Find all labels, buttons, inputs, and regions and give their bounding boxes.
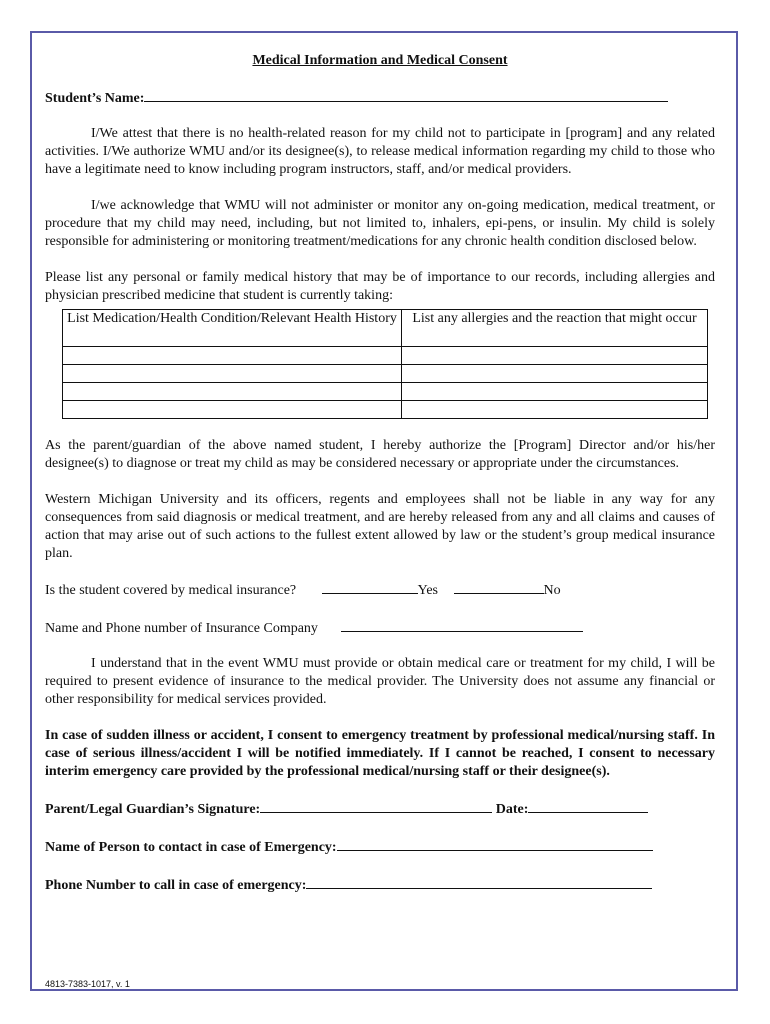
insurance-question: Is the student covered by medical insurance? xyxy=(45,583,297,598)
insurance-company-field[interactable] xyxy=(341,618,583,632)
paragraph-attest: I/We attest that there is no health-related reason for my child not to participate in [program] and any related activities. I/We authorize WMU and/or its designee(s), to release medical information regarding my child to those who have a legitimate need to know including program instructors, staff, and/or medical providers. xyxy=(45,126,715,177)
table-cell[interactable] xyxy=(402,365,708,383)
insurance-yes-label: Yes xyxy=(417,583,438,598)
emergency-phone-field[interactable] xyxy=(306,875,652,889)
table-cell[interactable] xyxy=(63,383,402,401)
document-id-footer: 4813-7383-1017, v. 1 xyxy=(45,979,130,989)
insurance-no-label: No xyxy=(543,583,561,598)
table-cell[interactable] xyxy=(402,383,708,401)
student-name-field[interactable] xyxy=(144,88,668,102)
paragraph-emergency-consent: In case of sudden illness or accident, I consent to emergency treatment by professional medical/nursing staff. In case of serious illness/accident I will be notified immediately. If I cannot be reached, I consent to necessary interim emergency care provided by the professional medical/nursing staff or their designee(s). xyxy=(45,728,715,779)
signature-label: Parent/Legal Guardian’s Signature: xyxy=(45,802,261,817)
table-header-row xyxy=(63,310,708,347)
signature-row xyxy=(45,799,715,819)
table-cell[interactable] xyxy=(402,347,708,365)
table-cell[interactable] xyxy=(63,401,402,419)
emergency-phone-row xyxy=(45,875,715,895)
insurance-no-field[interactable] xyxy=(454,580,544,594)
emergency-phone-label: Phone Number to call in case of emergency: xyxy=(45,878,307,893)
date-field[interactable] xyxy=(528,799,648,813)
table-row xyxy=(63,401,708,419)
table-cell[interactable] xyxy=(63,347,402,365)
page-title: Medical Information and Medical Consent xyxy=(252,53,508,68)
paragraph-authorize: As the parent/guardian of the above named student, I hereby authorize the [Program] Director and/or his/her designee(s) to diagnose or treat my child as may be considered necessary or appropriate under the circumstances. xyxy=(45,438,715,471)
table-row xyxy=(63,365,708,383)
emergency-contact-label: Name of Person to contact in case of Emergency: xyxy=(45,840,337,855)
paragraph-acknowledge: I/we acknowledge that WMU will not administer or monitor any on-going medication, medical treatment, or procedure that my child may need, including, but not limited to, inhalers, epi-pens, or insulin. My child is solely responsible for administering or monitoring treatment/medications for any chronic health condition disclosed below. xyxy=(45,198,715,249)
table-row xyxy=(63,347,708,365)
paragraph-insurance-evidence: I understand that in the event WMU must provide or obtain medical care or treatment for my child, I will be required to present evidence of insurance to the medical provider. The University does not assume any financial or other responsibility for medical services provided. xyxy=(45,656,715,707)
insurance-company-row xyxy=(45,618,715,638)
insurance-question-row xyxy=(45,580,715,600)
insurance-yes-field[interactable] xyxy=(322,580,418,594)
table-header-medication: List Medication/Health Condition/Relevant Health History xyxy=(63,310,402,347)
table-row xyxy=(63,383,708,401)
table-header-allergies: List any allergies and the reaction that might occur xyxy=(402,310,708,347)
signature-field[interactable] xyxy=(260,799,492,813)
student-name-label: Student’s Name: xyxy=(45,91,145,106)
student-name-row xyxy=(45,88,715,108)
paragraph-medical-history: Please list any personal or family medical history that may be of importance to our records, including allergies and physician prescribed medicine that student is currently taking: xyxy=(45,270,715,303)
emergency-contact-field[interactable] xyxy=(337,837,653,851)
date-label: Date: xyxy=(495,802,529,817)
medical-history-table xyxy=(62,309,708,419)
paragraph-liability: Western Michigan University and its officers, regents and employees shall not be liable in any way for any consequences from said diagnosis or medical treatment, and are hereby released from any and all claims and causes of action that may arise out of such actions to the fullest extent allowed by law or the student’s group medical insurance plan. xyxy=(45,492,715,561)
emergency-contact-row xyxy=(45,837,715,857)
table-cell[interactable] xyxy=(63,365,402,383)
form-content xyxy=(45,52,715,895)
table-cell[interactable] xyxy=(402,401,708,419)
insurance-company-label: Name and Phone number of Insurance Company xyxy=(45,621,318,636)
